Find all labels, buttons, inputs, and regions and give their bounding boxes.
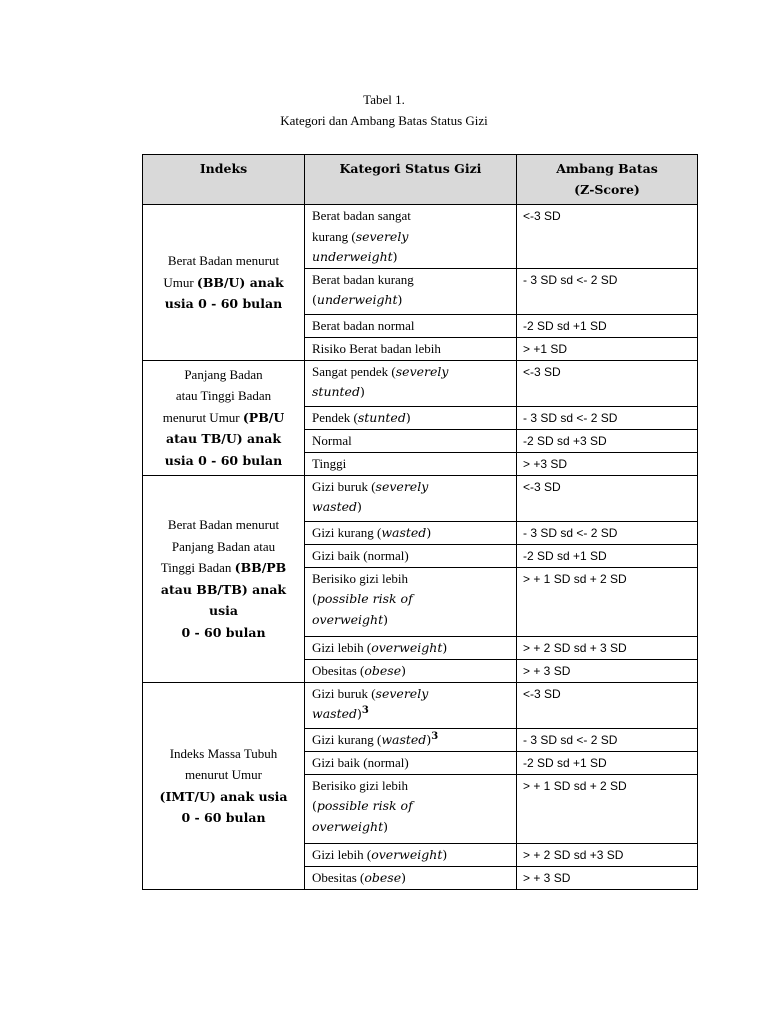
index-bb-u: Berat Badan menurut Umur (BB/U) anak usia 0 - 60 bulan bbox=[143, 205, 305, 361]
threshold-cell: -2 SD sd +1 SD bbox=[517, 544, 698, 567]
category-cell: Gizi kurang (wasted)$^3$ bbox=[305, 728, 517, 751]
category-cell: Berisiko gizi lebih (possible risk of overweight) bbox=[305, 774, 517, 843]
index-bb-pb: Berat Badan menurut Panjang Badan atau Tinggi Badan (BB/PB atau BB/TB) anak usia 0 - 60 bulan bbox=[143, 475, 305, 682]
header-ambang-line2: (Z-Score) bbox=[574, 182, 640, 197]
table-row bbox=[143, 682, 698, 728]
category-cell: Gizi baik (normal) bbox=[305, 544, 517, 567]
table-caption-number: Tabel 1. bbox=[363, 92, 405, 107]
category-cell: Pendek (stunted) bbox=[305, 406, 517, 429]
header-kategori: Kategori Status Gizi bbox=[305, 155, 517, 205]
category-cell: Gizi buruk (severely wasted) bbox=[305, 475, 517, 521]
footnote-marker: 3 bbox=[431, 730, 439, 742]
index-imt-u: Indeks Massa Tubuh menurut Umur (IMT/U) anak usia 0 - 60 bulan bbox=[143, 682, 305, 889]
category-cell: Tinggi bbox=[305, 452, 517, 475]
index-pb-u: Panjang Badan atau Tinggi Badan menurut Umur (PB/U atau TB/U) anak usia 0 - 60 bulan bbox=[143, 360, 305, 475]
category-cell: Gizi buruk (severely wasted)$^3$ bbox=[305, 682, 517, 728]
threshold-cell: - 3 SD sd <- 2 SD bbox=[517, 728, 698, 751]
table-caption-title: Kategori dan Ambang Batas Status Gizi bbox=[280, 113, 488, 128]
threshold-cell: > + 3 SD bbox=[517, 866, 698, 889]
table-header-row bbox=[143, 155, 698, 205]
table-row bbox=[143, 205, 698, 269]
threshold-cell: > + 1 SD sd + 2 SD bbox=[517, 567, 698, 636]
category-cell: Berat badan normal bbox=[305, 314, 517, 337]
header-indeks: Indeks bbox=[143, 155, 305, 205]
threshold-cell: - 3 SD sd <- 2 SD bbox=[517, 268, 698, 314]
header-ambang-batas bbox=[517, 155, 698, 205]
category-cell: Normal bbox=[305, 429, 517, 452]
category-cell: Gizi lebih (overweight) bbox=[305, 636, 517, 659]
threshold-cell: -2 SD sd +1 SD bbox=[517, 751, 698, 774]
category-cell: Obesitas (obese) bbox=[305, 659, 517, 682]
threshold-cell: <-3 SD bbox=[517, 360, 698, 406]
footnote-marker: 3 bbox=[361, 704, 369, 716]
table-row bbox=[143, 475, 698, 521]
category-cell: Obesitas (obese) bbox=[305, 866, 517, 889]
threshold-cell: <-3 SD bbox=[517, 682, 698, 728]
table-row bbox=[143, 360, 698, 406]
threshold-cell: > + 2 SD sd +3 SD bbox=[517, 843, 698, 866]
threshold-cell: <-3 SD bbox=[517, 475, 698, 521]
category-cell: Risiko Berat badan lebih bbox=[305, 337, 517, 360]
category-cell: Berisiko gizi lebih (possible risk of overweight) bbox=[305, 567, 517, 636]
category-cell: Berat badan kurang (underweight) bbox=[305, 268, 517, 314]
threshold-cell: > + 2 SD sd + 3 SD bbox=[517, 636, 698, 659]
category-cell: Sangat pendek (severely stunted) bbox=[305, 360, 517, 406]
category-cell: Gizi lebih (overweight) bbox=[305, 843, 517, 866]
threshold-cell: -2 SD sd +1 SD bbox=[517, 314, 698, 337]
threshold-cell: > +3 SD bbox=[517, 452, 698, 475]
threshold-cell: > + 3 SD bbox=[517, 659, 698, 682]
threshold-cell: > +1 SD bbox=[517, 337, 698, 360]
category-cell: Berat badan sangat kurang (severely underweight) bbox=[305, 205, 517, 269]
status-gizi-table bbox=[142, 154, 698, 890]
category-cell: Gizi kurang (wasted) bbox=[305, 521, 517, 544]
threshold-cell: - 3 SD sd <- 2 SD bbox=[517, 521, 698, 544]
threshold-cell: > + 1 SD sd + 2 SD bbox=[517, 774, 698, 843]
category-cell: Gizi baik (normal) bbox=[305, 751, 517, 774]
threshold-cell: <-3 SD bbox=[517, 205, 698, 269]
threshold-cell: - 3 SD sd <- 2 SD bbox=[517, 406, 698, 429]
threshold-cell: -2 SD sd +3 SD bbox=[517, 429, 698, 452]
header-ambang-line1: Ambang Batas bbox=[556, 161, 658, 176]
